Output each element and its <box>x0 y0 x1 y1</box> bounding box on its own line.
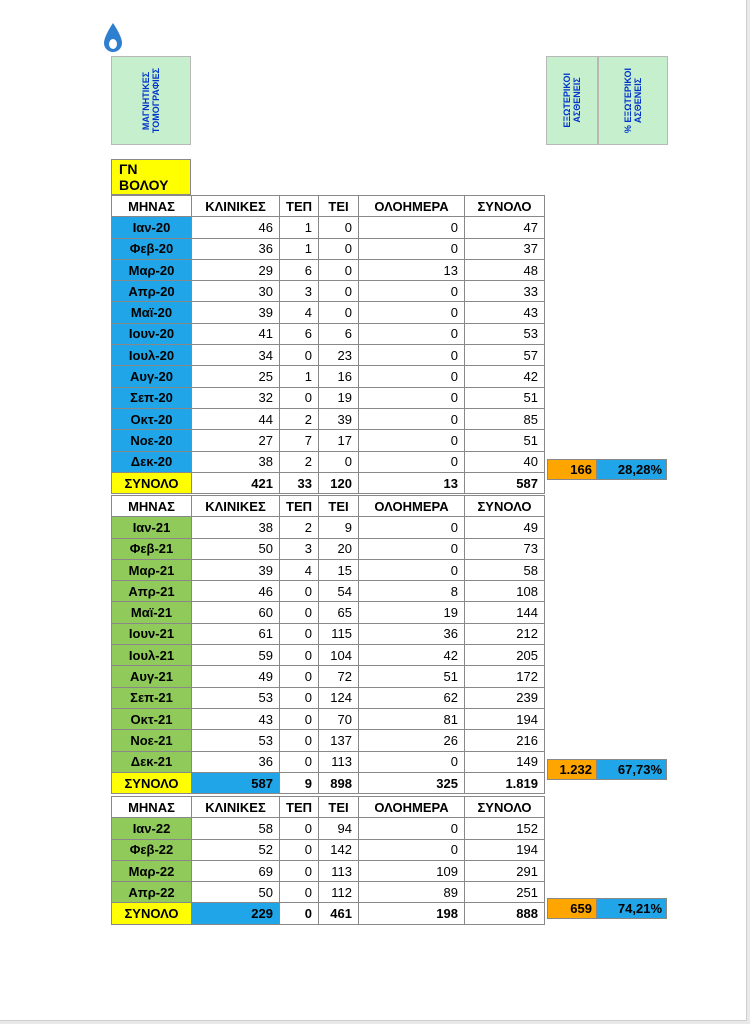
table-row <box>112 581 545 602</box>
total-cell: 37 <box>465 238 545 259</box>
column-header-tep: ΤΕΠ <box>280 196 319 217</box>
tep-cell: 0 <box>280 687 319 708</box>
clinics-cell: 52 <box>192 839 280 860</box>
clinics-cell: 36 <box>192 751 280 772</box>
table-row <box>112 366 545 387</box>
month-cell: Ιουν-20 <box>112 323 192 344</box>
column-header-tep: ΤΕΠ <box>280 496 319 517</box>
month-cell: Οκτ-21 <box>112 708 192 729</box>
oloimera-cell: 36 <box>359 623 465 644</box>
column-header-total: ΣΥΝΟΛΟ <box>465 496 545 517</box>
total-oloimera: 325 <box>359 772 465 793</box>
oloimera-cell: 0 <box>359 818 465 839</box>
tep-cell: 0 <box>280 860 319 881</box>
tep-cell: 0 <box>280 345 319 366</box>
total-cell: 73 <box>465 538 545 559</box>
clinics-cell: 43 <box>192 708 280 729</box>
table-row <box>112 645 545 666</box>
month-cell: Σεπ-21 <box>112 687 192 708</box>
month-cell: Οκτ-20 <box>112 408 192 429</box>
tei-cell: 39 <box>319 408 359 429</box>
tep-cell: 0 <box>280 581 319 602</box>
tep-cell: 2 <box>280 408 319 429</box>
tei-cell: 0 <box>319 217 359 238</box>
total-cell: 40 <box>465 451 545 472</box>
table-row <box>112 517 545 538</box>
total-cell: 85 <box>465 408 545 429</box>
clinics-cell: 46 <box>192 581 280 602</box>
total-cell: 291 <box>465 860 545 881</box>
total-cell: 205 <box>465 645 545 666</box>
month-cell: Ιουλ-20 <box>112 345 192 366</box>
column-header-month: ΜΗΝΑΣ <box>112 196 192 217</box>
total-cell: 172 <box>465 666 545 687</box>
tep-cell: 0 <box>280 666 319 687</box>
tep-cell: 1 <box>280 366 319 387</box>
month-cell: Ιαν-20 <box>112 217 192 238</box>
tep-cell: 6 <box>280 259 319 280</box>
column-header-clinics: ΚΛΙΝΙΚΕΣ <box>192 496 280 517</box>
oloimera-cell: 13 <box>359 259 465 280</box>
tep-cell: 0 <box>280 387 319 408</box>
table-row <box>112 430 545 451</box>
table-row <box>112 345 545 366</box>
column-header-tei: ΤΕΙ <box>319 196 359 217</box>
clinics-cell: 39 <box>192 559 280 580</box>
oloimera-cell: 8 <box>359 581 465 602</box>
table-2022 <box>111 796 545 925</box>
clinics-cell: 53 <box>192 687 280 708</box>
month-cell: Μαρ-20 <box>112 259 192 280</box>
tei-cell: 104 <box>319 645 359 666</box>
tei-cell: 19 <box>319 387 359 408</box>
water-drop-icon <box>103 22 123 54</box>
header-row <box>112 797 545 818</box>
tei-cell: 72 <box>319 666 359 687</box>
column-header-total: ΣΥΝΟΛΟ <box>465 196 545 217</box>
clinics-cell: 58 <box>192 818 280 839</box>
month-cell: Ιαν-21 <box>112 517 192 538</box>
table-row <box>112 408 545 429</box>
oloimera-cell: 0 <box>359 238 465 259</box>
external-count-2020: 166 <box>547 459 597 480</box>
total-cell: 149 <box>465 751 545 772</box>
month-cell: Φεβ-22 <box>112 839 192 860</box>
oloimera-cell: 0 <box>359 451 465 472</box>
clinics-cell: 49 <box>192 666 280 687</box>
clinics-cell: 25 <box>192 366 280 387</box>
total-row <box>112 772 545 793</box>
table-row <box>112 687 545 708</box>
total-total: 587 <box>465 472 545 493</box>
clinics-cell: 39 <box>192 302 280 323</box>
tep-cell: 0 <box>280 751 319 772</box>
total-total: 1.819 <box>465 772 545 793</box>
table-row <box>112 751 545 772</box>
total-cell: 144 <box>465 602 545 623</box>
external-count-2021: 1.232 <box>547 759 597 780</box>
oloimera-cell: 62 <box>359 687 465 708</box>
tei-cell: 65 <box>319 602 359 623</box>
column-header-tei: ΤΕΙ <box>319 496 359 517</box>
total-cell: 51 <box>465 387 545 408</box>
month-cell: Σεπ-20 <box>112 387 192 408</box>
month-cell: Μαϊ-20 <box>112 302 192 323</box>
tep-cell: 2 <box>280 517 319 538</box>
tei-cell: 0 <box>319 302 359 323</box>
month-cell: Ιουν-21 <box>112 623 192 644</box>
month-cell: Φεβ-21 <box>112 538 192 559</box>
total-tei: 120 <box>319 472 359 493</box>
total-cell: 251 <box>465 882 545 903</box>
oloimera-cell: 0 <box>359 345 465 366</box>
column-header-clinics: ΚΛΙΝΙΚΕΣ <box>192 196 280 217</box>
month-cell: Φεβ-20 <box>112 238 192 259</box>
hospital-label: ΓΝ ΒΟΛΟΥ <box>111 159 191 195</box>
oloimera-cell: 0 <box>359 281 465 302</box>
month-cell: Νοε-21 <box>112 730 192 751</box>
table-row <box>112 730 545 751</box>
month-cell: Απρ-20 <box>112 281 192 302</box>
tep-cell: 0 <box>280 818 319 839</box>
table-row <box>112 323 545 344</box>
total-label: ΣΥΝΟΛΟ <box>112 472 192 493</box>
oloimera-cell: 0 <box>359 839 465 860</box>
external-count-2022: 659 <box>547 898 597 919</box>
table-2021 <box>111 495 545 794</box>
oloimera-cell: 0 <box>359 538 465 559</box>
tei-cell: 124 <box>319 687 359 708</box>
total-row <box>112 903 545 924</box>
tei-cell: 9 <box>319 517 359 538</box>
external-patients-header-label: ΕΞΩΤΕΡΙΚΟΙ ΑΣΘΕΝΕΙΣ <box>562 73 582 128</box>
clinics-cell: 50 <box>192 882 280 903</box>
tei-cell: 115 <box>319 623 359 644</box>
total-cell: 152 <box>465 818 545 839</box>
clinics-cell: 30 <box>192 281 280 302</box>
mri-header-box <box>111 56 191 145</box>
oloimera-cell: 0 <box>359 302 465 323</box>
tei-cell: 0 <box>319 238 359 259</box>
table-row <box>112 708 545 729</box>
total-cell: 194 <box>465 839 545 860</box>
month-cell: Μαρ-21 <box>112 559 192 580</box>
total-cell: 108 <box>465 581 545 602</box>
tei-cell: 16 <box>319 366 359 387</box>
table-row <box>112 259 545 280</box>
total-clinics: 421 <box>192 472 280 493</box>
month-cell: Απρ-22 <box>112 882 192 903</box>
month-cell: Νοε-20 <box>112 430 192 451</box>
table-row <box>112 281 545 302</box>
clinics-cell: 53 <box>192 730 280 751</box>
column-header-tep: ΤΕΠ <box>280 797 319 818</box>
column-header-tei: ΤΕΙ <box>319 797 359 818</box>
total-cell: 51 <box>465 430 545 451</box>
table-row <box>112 387 545 408</box>
total-oloimera: 198 <box>359 903 465 924</box>
tep-cell: 0 <box>280 623 319 644</box>
oloimera-cell: 0 <box>359 323 465 344</box>
total-cell: 47 <box>465 217 545 238</box>
table-row <box>112 602 545 623</box>
total-tei: 898 <box>319 772 359 793</box>
clinics-cell: 61 <box>192 623 280 644</box>
table-2020 <box>111 195 545 494</box>
total-oloimera: 13 <box>359 472 465 493</box>
clinics-cell: 38 <box>192 451 280 472</box>
oloimera-cell: 0 <box>359 387 465 408</box>
total-tep: 0 <box>280 903 319 924</box>
clinics-cell: 60 <box>192 602 280 623</box>
external-pct-2020: 28,28% <box>597 459 667 480</box>
tep-cell: 0 <box>280 602 319 623</box>
clinics-cell: 34 <box>192 345 280 366</box>
tei-cell: 113 <box>319 751 359 772</box>
column-header-clinics: ΚΛΙΝΙΚΕΣ <box>192 797 280 818</box>
clinics-cell: 38 <box>192 517 280 538</box>
total-label: ΣΥΝΟΛΟ <box>112 903 192 924</box>
oloimera-cell: 0 <box>359 366 465 387</box>
tei-cell: 23 <box>319 345 359 366</box>
clinics-cell: 50 <box>192 538 280 559</box>
oloimera-cell: 42 <box>359 645 465 666</box>
table-row <box>112 860 545 881</box>
month-cell: Αυγ-20 <box>112 366 192 387</box>
month-cell: Δεκ-20 <box>112 451 192 472</box>
total-tei: 461 <box>319 903 359 924</box>
total-clinics: 587 <box>192 772 280 793</box>
total-cell: 49 <box>465 517 545 538</box>
oloimera-cell: 0 <box>359 217 465 238</box>
tep-cell: 3 <box>280 538 319 559</box>
clinics-cell: 44 <box>192 408 280 429</box>
clinics-cell: 29 <box>192 259 280 280</box>
tei-cell: 6 <box>319 323 359 344</box>
oloimera-cell: 0 <box>359 559 465 580</box>
month-cell: Ιουλ-21 <box>112 645 192 666</box>
column-header-oloimera: ΟΛΟΗΜΕΡΑ <box>359 797 465 818</box>
external-pct-2021: 67,73% <box>597 759 667 780</box>
tei-cell: 137 <box>319 730 359 751</box>
tei-cell: 94 <box>319 818 359 839</box>
tep-cell: 4 <box>280 302 319 323</box>
external-pct-header-box <box>598 56 668 145</box>
tei-cell: 17 <box>319 430 359 451</box>
tei-cell: 54 <box>319 581 359 602</box>
total-cell: 42 <box>465 366 545 387</box>
tei-cell: 113 <box>319 860 359 881</box>
table-row <box>112 666 545 687</box>
total-cell: 57 <box>465 345 545 366</box>
month-cell: Μαϊ-21 <box>112 602 192 623</box>
month-cell: Δεκ-21 <box>112 751 192 772</box>
total-cell: 33 <box>465 281 545 302</box>
clinics-cell: 46 <box>192 217 280 238</box>
total-cell: 48 <box>465 259 545 280</box>
tep-cell: 0 <box>280 708 319 729</box>
tep-cell: 0 <box>280 882 319 903</box>
total-row <box>112 472 545 493</box>
column-header-oloimera: ΟΛΟΗΜΕΡΑ <box>359 196 465 217</box>
tei-cell: 0 <box>319 281 359 302</box>
oloimera-cell: 0 <box>359 517 465 538</box>
header-row <box>112 196 545 217</box>
tep-cell: 0 <box>280 839 319 860</box>
external-pct-header-label: % ΕΞΩΤΕΡΙΚΟΙ ΑΣΘΕΝΕΙΣ <box>623 67 643 134</box>
tei-cell: 20 <box>319 538 359 559</box>
table-row <box>112 451 545 472</box>
total-cell: 194 <box>465 708 545 729</box>
clinics-cell: 36 <box>192 238 280 259</box>
oloimera-cell: 0 <box>359 751 465 772</box>
tep-cell: 7 <box>280 430 319 451</box>
tep-cell: 4 <box>280 559 319 580</box>
tei-cell: 142 <box>319 839 359 860</box>
tep-cell: 0 <box>280 730 319 751</box>
total-tep: 33 <box>280 472 319 493</box>
oloimera-cell: 51 <box>359 666 465 687</box>
tei-cell: 112 <box>319 882 359 903</box>
tep-cell: 1 <box>280 217 319 238</box>
total-tep: 9 <box>280 772 319 793</box>
clinics-cell: 41 <box>192 323 280 344</box>
column-header-month: ΜΗΝΑΣ <box>112 797 192 818</box>
external-pct-2022: 74,21% <box>597 898 667 919</box>
total-cell: 58 <box>465 559 545 580</box>
table-row <box>112 882 545 903</box>
table-row <box>112 623 545 644</box>
clinics-cell: 27 <box>192 430 280 451</box>
total-label: ΣΥΝΟΛΟ <box>112 772 192 793</box>
table-row <box>112 818 545 839</box>
total-clinics: 229 <box>192 903 280 924</box>
total-cell: 212 <box>465 623 545 644</box>
header-row <box>112 496 545 517</box>
table-row <box>112 302 545 323</box>
tei-cell: 0 <box>319 451 359 472</box>
table-row <box>112 217 545 238</box>
table-row <box>112 538 545 559</box>
month-cell: Μαρ-22 <box>112 860 192 881</box>
tep-cell: 2 <box>280 451 319 472</box>
clinics-cell: 69 <box>192 860 280 881</box>
oloimera-cell: 81 <box>359 708 465 729</box>
column-header-oloimera: ΟΛΟΗΜΕΡΑ <box>359 496 465 517</box>
table-row <box>112 559 545 580</box>
total-total: 888 <box>465 903 545 924</box>
total-cell: 53 <box>465 323 545 344</box>
tep-cell: 3 <box>280 281 319 302</box>
clinics-cell: 59 <box>192 645 280 666</box>
mri-header-label: ΜΑΓΝΗΤΙΚΕΣ ΤΟΜΟΓΡΑΦΙΕΣ <box>141 67 161 134</box>
tei-cell: 15 <box>319 559 359 580</box>
total-cell: 216 <box>465 730 545 751</box>
clinics-cell: 32 <box>192 387 280 408</box>
oloimera-cell: 0 <box>359 430 465 451</box>
total-cell: 43 <box>465 302 545 323</box>
oloimera-cell: 0 <box>359 408 465 429</box>
tei-cell: 0 <box>319 259 359 280</box>
month-cell: Αυγ-21 <box>112 666 192 687</box>
tei-cell: 70 <box>319 708 359 729</box>
oloimera-cell: 89 <box>359 882 465 903</box>
month-cell: Απρ-21 <box>112 581 192 602</box>
oloimera-cell: 109 <box>359 860 465 881</box>
column-header-month: ΜΗΝΑΣ <box>112 496 192 517</box>
month-cell: Ιαν-22 <box>112 818 192 839</box>
external-patients-header-box <box>546 56 598 145</box>
tep-cell: 1 <box>280 238 319 259</box>
column-header-total: ΣΥΝΟΛΟ <box>465 797 545 818</box>
table-row <box>112 839 545 860</box>
tep-cell: 0 <box>280 645 319 666</box>
tep-cell: 6 <box>280 323 319 344</box>
total-cell: 239 <box>465 687 545 708</box>
oloimera-cell: 26 <box>359 730 465 751</box>
oloimera-cell: 19 <box>359 602 465 623</box>
table-row <box>112 238 545 259</box>
